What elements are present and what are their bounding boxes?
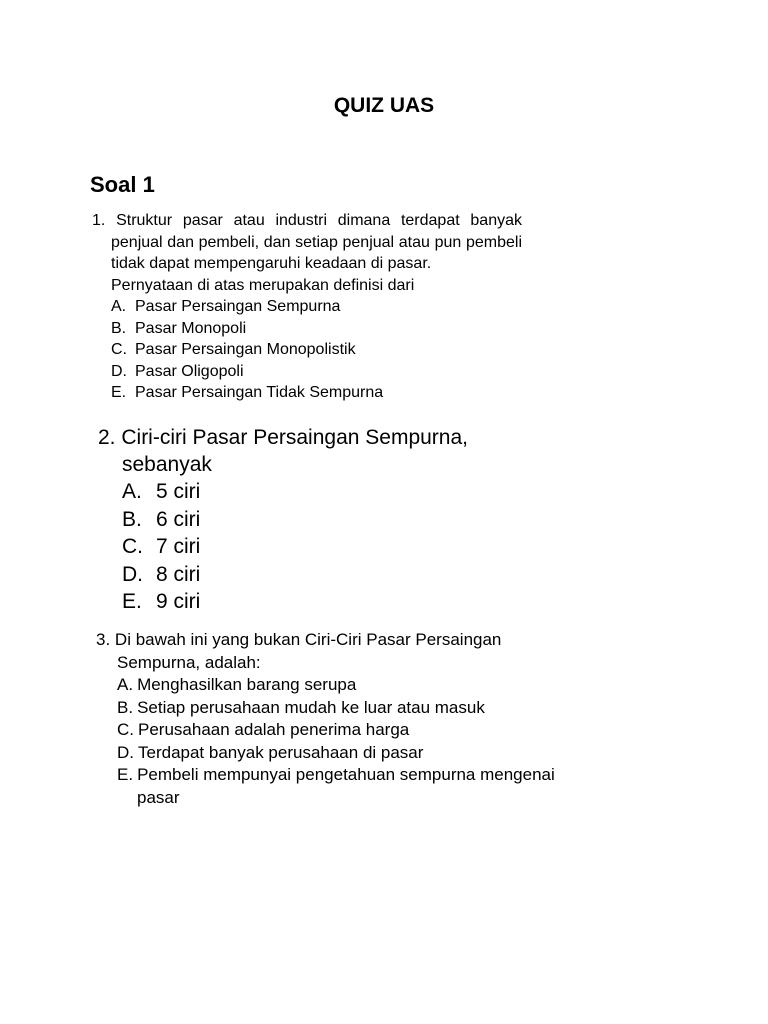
- question-2-option-e: [122, 588, 538, 616]
- question-3-option-e: [117, 764, 556, 809]
- option-text: Setiap perusahaan mudah ke luar atau masuk: [137, 697, 485, 717]
- option-letter: A.: [117, 675, 134, 694]
- question-3-number: 3.: [96, 630, 111, 649]
- question-1-stem: [92, 210, 522, 275]
- question-2-option-b: [122, 506, 538, 534]
- option-text: Pasar Oligopoli: [135, 362, 244, 380]
- option-text: Menghasilkan barang serupa: [137, 675, 357, 694]
- option-text: Terdapat banyak perusahaan di pasar: [138, 742, 424, 762]
- option-letter: D.: [117, 742, 134, 762]
- question-3-option-a: [117, 674, 556, 697]
- question-3-stem: [96, 629, 556, 674]
- question-2-options: [98, 478, 538, 616]
- option-letter: B.: [122, 507, 142, 531]
- document-title: QUIZ UAS: [333, 94, 435, 117]
- option-letter: E.: [111, 384, 127, 401]
- question-3-option-d: [117, 742, 556, 765]
- question-1-text: Struktur pasar atau industri dimana terdapat banyak penjual dan pembeli, dan setiap penjual atau pun pembeli tidak dapat mempengaruhi keadaan di pasar.: [111, 212, 522, 272]
- section-heading: Soal 1: [90, 172, 155, 197]
- option-letter: E.: [122, 590, 142, 613]
- question-3-text: Di bawah ini yang bukan Ciri-Ciri Pasar Persaingan Sempurna, adalah:: [114, 630, 502, 672]
- question-2-number: 2.: [98, 426, 116, 449]
- option-text: Pasar Persaingan Sempurna: [135, 298, 341, 315]
- question-1-option-c: [111, 339, 522, 361]
- question-1-option-e: [111, 382, 522, 404]
- question-2-option-d: [122, 561, 538, 589]
- option-text: 8 ciri: [156, 562, 201, 586]
- question-1-option-a: [111, 296, 522, 318]
- question-1-option-b: [111, 318, 522, 340]
- question-1: [92, 210, 522, 404]
- option-text: Pasar Monopoli: [135, 319, 247, 337]
- question-2: [98, 424, 538, 616]
- option-text: Perusahaan adalah penerima harga: [138, 720, 410, 739]
- question-2-option-a: [122, 478, 538, 506]
- option-text: 9 ciri: [156, 590, 201, 613]
- option-letter: C.: [111, 341, 127, 358]
- option-letter: A.: [122, 480, 142, 503]
- question-2-stem: [98, 424, 538, 478]
- question-3-option-c: [117, 719, 556, 742]
- question-3-option-b: [117, 697, 556, 720]
- option-letter: D.: [111, 362, 127, 380]
- option-letter: E.: [117, 765, 134, 784]
- question-2-option-c: [122, 533, 538, 561]
- option-letter: B.: [117, 697, 134, 717]
- option-text: 6 ciri: [156, 507, 201, 531]
- question-2-text: Ciri-ciri Pasar Persaingan Sempurna, sebanyak: [121, 426, 468, 476]
- option-letter: A.: [111, 298, 127, 315]
- option-text: Pasar Persaingan Tidak Sempurna: [135, 384, 384, 401]
- question-1-number: 1.: [92, 212, 106, 229]
- option-letter: D.: [122, 562, 143, 586]
- option-letter: B.: [111, 319, 127, 337]
- option-letter: C.: [122, 535, 143, 558]
- question-3-options: [96, 674, 556, 809]
- question-1-option-d: [111, 361, 522, 383]
- question-3: [96, 629, 556, 809]
- option-letter: C.: [117, 720, 134, 739]
- question-1-options: [92, 296, 522, 404]
- option-text: 7 ciri: [156, 535, 201, 558]
- option-text: Pembeli mempunyai pengetahuan sempurna mengenai pasar: [137, 765, 555, 807]
- question-1-stem-tail: Pernyataan di atas merupakan definisi dari: [111, 276, 415, 294]
- option-text: 5 ciri: [156, 480, 201, 503]
- option-text: Pasar Persaingan Monopolistik: [135, 341, 356, 358]
